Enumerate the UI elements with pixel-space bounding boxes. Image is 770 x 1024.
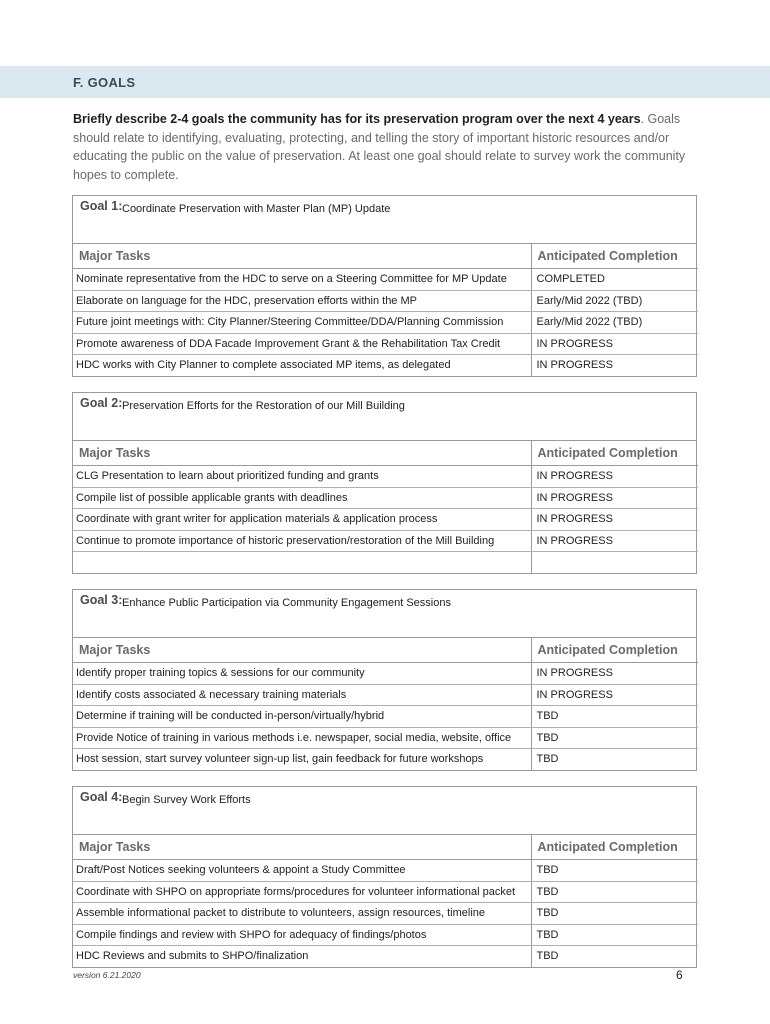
table-row [73, 509, 698, 531]
goal-1-label: Goal 1: [80, 199, 123, 213]
completion-cell: IN PROGRESS [531, 663, 698, 685]
goal-1-header [73, 196, 696, 244]
table-row [73, 466, 698, 488]
completion-cell: IN PROGRESS [531, 487, 698, 509]
task-cell: HDC works with City Planner to complete associated MP items, as delegated [76, 359, 451, 372]
table-row [73, 290, 698, 312]
intro-bold-text: Briefly describe 2-4 goals the community has for its preservation program over the next 4 years [73, 112, 641, 126]
table-row [73, 946, 698, 967]
goal-1-table [72, 195, 697, 377]
goal-1-title: Coordinate Preservation with Master Plan (MP) Update [122, 203, 391, 215]
task-cell: Provide Notice of training in various methods i.e. newspaper, social media, website, office [73, 727, 531, 749]
column-header-completion: Anticipated Completion [531, 638, 698, 663]
task-cell: Coordinate with SHPO on appropriate forms/procedures for volunteer informational packet [73, 881, 531, 903]
completion-cell: COMPLETED [531, 269, 698, 291]
completion-cell: TBD [531, 881, 698, 903]
goal-3-header [73, 590, 696, 638]
task-cell: HDC Reviews and submits to SHPO/finalization [76, 950, 309, 963]
column-header-completion: Anticipated Completion [531, 835, 698, 860]
table-row [73, 727, 698, 749]
table-row [73, 860, 698, 882]
column-header-completion: Anticipated Completion [531, 441, 698, 466]
goal-4-label: Goal 4: [80, 790, 123, 804]
task-cell: Promote awareness of DDA Facade Improvement Grant & the Rehabilitation Tax Credit [73, 333, 531, 355]
task-cell: Assemble informational packet to distribute to volunteers, assign resources, timeline [73, 903, 531, 925]
table-row [73, 530, 698, 552]
completion-cell: Early/Mid 2022 (TBD) [531, 290, 698, 312]
table-row [73, 552, 698, 573]
table-row [73, 749, 698, 770]
table-row [73, 312, 698, 334]
task-cell: Identify proper training topics & sessions for our community [73, 663, 531, 685]
table-row [73, 684, 698, 706]
goal-3-label: Goal 3: [80, 593, 123, 607]
completion-cell: TBD [531, 727, 698, 749]
completion-cell: TBD [531, 860, 698, 882]
task-cell: Host session, start survey volunteer sign-up list, gain feedback for future workshops [76, 753, 484, 766]
task-cell: Elaborate on language for the HDC, preservation efforts within the MP [73, 290, 531, 312]
table-row [73, 663, 698, 685]
table-row [73, 269, 698, 291]
goal-3-table [72, 589, 697, 771]
task-cell: Compile list of possible applicable grants with deadlines [73, 487, 531, 509]
intro-text: . Goals should relate to identifying, evaluating, protecting, and telling the story of important historic resources and/or educating the public on the value of preservation. At least one goal should relate to survey work the community hopes to complete. [73, 112, 686, 182]
page-number: 6 [676, 968, 683, 982]
goal-3-title: Enhance Public Participation via Community Engagement Sessions [122, 597, 451, 609]
column-header-tasks: Major Tasks [73, 244, 531, 269]
completion-cell: IN PROGRESS [531, 509, 698, 531]
table-row [73, 881, 698, 903]
table-row [73, 903, 698, 925]
completion-cell: IN PROGRESS [531, 684, 698, 706]
task-cell: Continue to promote importance of historic preservation/restoration of the Mill Building [73, 530, 531, 552]
task-cell: Future joint meetings with: City Planner/Steering Committee/DDA/Planning Commission [73, 312, 531, 334]
column-header-tasks: Major Tasks [73, 638, 531, 663]
completion-cell: TBD [531, 706, 698, 728]
version-label: version 6.21.2020 [73, 970, 141, 980]
completion-cell: TBD [531, 749, 698, 770]
table-row [73, 487, 698, 509]
completion-cell: IN PROGRESS [531, 530, 698, 552]
task-cell: Draft/Post Notices seeking volunteers & appoint a Study Committee [73, 860, 531, 882]
task-cell [73, 552, 531, 573]
task-cell: CLG Presentation to learn about prioritized funding and grants [73, 466, 531, 488]
column-header-tasks: Major Tasks [73, 835, 531, 860]
goal-2-header [73, 393, 696, 441]
task-cell: Determine if training will be conducted in-person/virtually/hybrid [73, 706, 531, 728]
column-header-completion: Anticipated Completion [531, 244, 698, 269]
goal-2-label: Goal 2: [80, 396, 123, 410]
section-title: F. GOALS [73, 75, 136, 90]
task-cell: Coordinate with grant writer for application materials & application process [73, 509, 531, 531]
table-row [73, 924, 698, 946]
goal-4-title: Begin Survey Work Efforts [122, 794, 251, 806]
table-row [73, 333, 698, 355]
intro-paragraph [73, 110, 698, 184]
completion-cell: Early/Mid 2022 (TBD) [531, 312, 698, 334]
completion-cell: TBD [531, 946, 698, 967]
task-cell: Nominate representative from the HDC to serve on a Steering Committee for MP Update [73, 269, 531, 291]
table-row [73, 706, 698, 728]
completion-cell: TBD [531, 903, 698, 925]
completion-cell: IN PROGRESS [531, 333, 698, 355]
goal-2-title: Preservation Efforts for the Restoration of our Mill Building [122, 400, 405, 412]
goal-4-header [73, 787, 696, 835]
completion-cell [531, 552, 698, 573]
completion-cell: TBD [531, 924, 698, 946]
column-header-tasks: Major Tasks [73, 441, 531, 466]
goal-4-table [72, 786, 697, 968]
task-cell: Identify costs associated & necessary training materials [73, 684, 531, 706]
completion-cell: IN PROGRESS [531, 355, 698, 376]
table-row [73, 355, 698, 376]
goal-2-table [72, 392, 697, 574]
task-cell: Compile findings and review with SHPO for adequacy of findings/photos [73, 924, 531, 946]
completion-cell: IN PROGRESS [531, 466, 698, 488]
